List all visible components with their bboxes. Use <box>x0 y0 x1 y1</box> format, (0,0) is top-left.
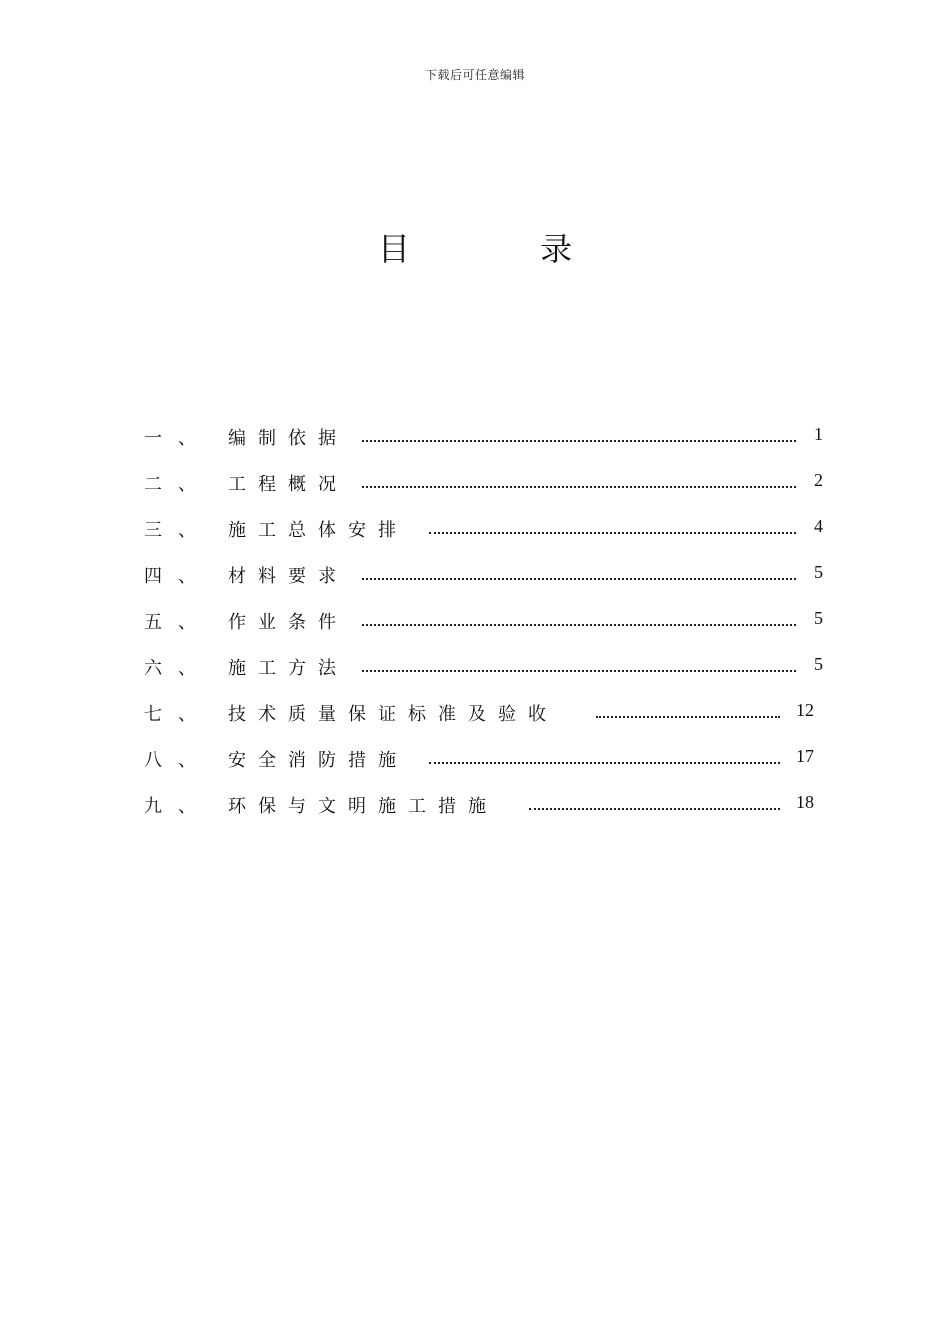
dot-leader <box>362 610 796 626</box>
toc-text: 材料要求 <box>228 566 348 587</box>
toc-page-number: 5 <box>814 608 823 628</box>
toc-row[interactable] <box>144 466 824 512</box>
toc-text: 编制依据 <box>228 428 348 449</box>
toc-page-number: 17 <box>796 746 814 766</box>
toc-number: 六、 <box>144 658 212 679</box>
dot-leader <box>362 656 796 672</box>
toc-text: 技术质量保证标准及验收 <box>228 704 558 725</box>
toc-row[interactable] <box>144 558 824 604</box>
dot-leader <box>429 748 780 764</box>
toc-page-number: 1 <box>814 424 823 444</box>
toc-row[interactable] <box>144 696 824 742</box>
toc-list <box>144 420 824 834</box>
toc-number: 三、 <box>144 520 212 541</box>
header-note: 下载后可任意编辑 <box>424 68 525 82</box>
toc-page-number: 5 <box>814 562 823 582</box>
toc-text: 施工方法 <box>228 658 348 679</box>
dot-leader <box>362 426 796 442</box>
toc-row[interactable] <box>144 788 824 834</box>
toc-text: 安全消防措施 <box>228 750 408 771</box>
dot-leader <box>596 702 780 718</box>
toc-row[interactable] <box>144 742 824 788</box>
toc-page-number: 18 <box>796 792 814 812</box>
toc-row[interactable] <box>144 604 824 650</box>
dot-leader <box>429 518 796 534</box>
dot-leader <box>529 794 780 810</box>
toc-number: 九、 <box>144 796 212 817</box>
toc-page-number: 12 <box>796 700 814 720</box>
toc-page-number: 5 <box>814 654 823 674</box>
toc-number: 七、 <box>144 704 212 725</box>
toc-text: 工程概况 <box>228 474 348 495</box>
toc-text: 作业条件 <box>228 612 348 633</box>
toc-text: 施工总体安排 <box>228 520 408 541</box>
page-title: 目 录 <box>377 230 633 268</box>
toc-number: 一、 <box>144 428 212 449</box>
toc-row[interactable] <box>144 420 824 466</box>
dot-leader <box>362 472 796 488</box>
toc-page-number: 2 <box>814 470 823 490</box>
toc-number: 八、 <box>144 750 212 771</box>
toc-page-number: 4 <box>814 516 823 536</box>
toc-text: 环保与文明施工措施 <box>228 796 498 817</box>
toc-number: 四、 <box>144 566 212 587</box>
toc-number: 二、 <box>144 474 212 495</box>
dot-leader <box>362 564 796 580</box>
toc-row[interactable] <box>144 650 824 696</box>
toc-number: 五、 <box>144 612 212 633</box>
toc-row[interactable] <box>144 512 824 558</box>
